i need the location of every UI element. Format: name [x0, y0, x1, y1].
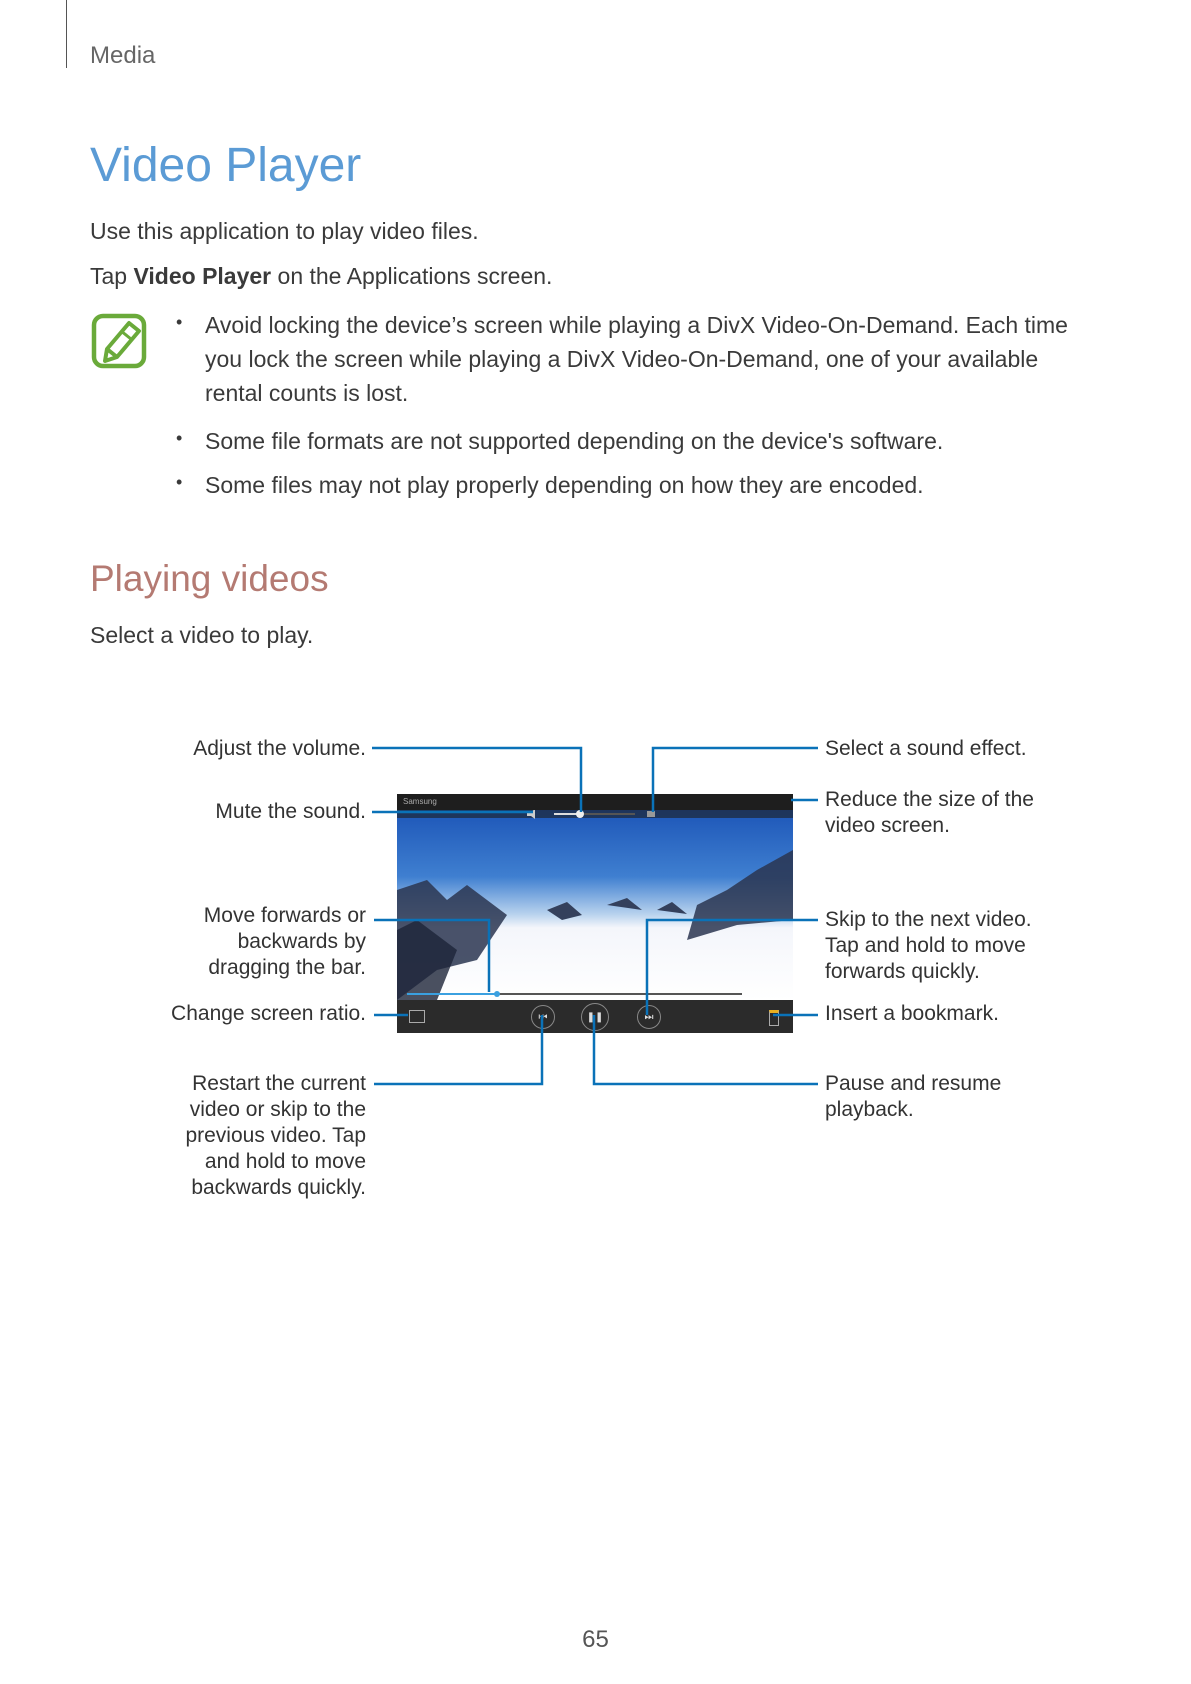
note-item: Some files may not play properly depending on how they are encoded.: [205, 472, 924, 498]
callout-line: backwards by: [237, 930, 366, 953]
callout-line: dragging the bar.: [208, 956, 366, 979]
callout-line: Move forwards or: [203, 904, 366, 927]
next-button[interactable]: ⏭: [637, 1005, 661, 1029]
pause-button[interactable]: ❚❚: [581, 1003, 609, 1031]
intro-text: Use this application to play video files.: [90, 218, 479, 244]
callout-line: Skip to the next video.: [825, 908, 1032, 931]
bullet: •: [176, 428, 183, 448]
tap-prefix: Tap: [90, 263, 134, 289]
callout-skip: [825, 907, 1032, 985]
note-item: Some file formats are not supported depending on the device's software.: [205, 428, 944, 454]
callout-line: and hold to move: [204, 1150, 366, 1173]
section-title: Playing videos: [90, 558, 329, 599]
callout-ratio: Change screen ratio.: [171, 1002, 366, 1025]
callout-line: Pause and resume: [825, 1072, 1002, 1095]
section-text: Select a video to play.: [90, 622, 314, 648]
tap-suffix: on the Applications screen.: [271, 263, 553, 289]
callout-sound-effect: Select a sound effect.: [825, 737, 1027, 760]
bullet: •: [176, 472, 183, 492]
page-title: Video Player: [90, 139, 362, 192]
callout-line: Restart the current: [192, 1072, 366, 1095]
callout-reduce: [825, 787, 1034, 839]
bullet: •: [176, 312, 183, 332]
callout-line: video screen.: [825, 814, 950, 837]
callout-line: playback.: [825, 1098, 914, 1121]
page-number: 65: [582, 1626, 609, 1653]
note-item: Avoid locking the device’s screen while playing a DivX Video-On-Demand. Each time you lock the screen while playing a DivX Video-On-Demand, one of your available rental counts is lost.: [205, 312, 1068, 406]
callout-line: video or skip to the: [189, 1098, 366, 1121]
callout-seek: [204, 903, 366, 981]
section-header: Media: [90, 42, 156, 69]
app-name: Video Player: [133, 263, 272, 289]
callout-adjust-volume: Adjust the volume.: [193, 737, 366, 760]
callout-mute: Mute the sound.: [215, 800, 366, 823]
callout-line: Tap and hold to move: [825, 934, 1026, 957]
callout-line: backwards quickly.: [191, 1176, 366, 1199]
callout-line: forwards quickly.: [825, 960, 980, 983]
callout-pause: [825, 1071, 1001, 1123]
callout-restart: [185, 1071, 366, 1201]
callout-line: Reduce the size of the: [825, 788, 1034, 811]
previous-button[interactable]: ⏮: [531, 1005, 555, 1029]
callout-bookmark: Insert a bookmark.: [825, 1002, 999, 1025]
callout-line: previous video. Tap: [185, 1124, 366, 1147]
app-label: Samsung: [403, 797, 437, 806]
